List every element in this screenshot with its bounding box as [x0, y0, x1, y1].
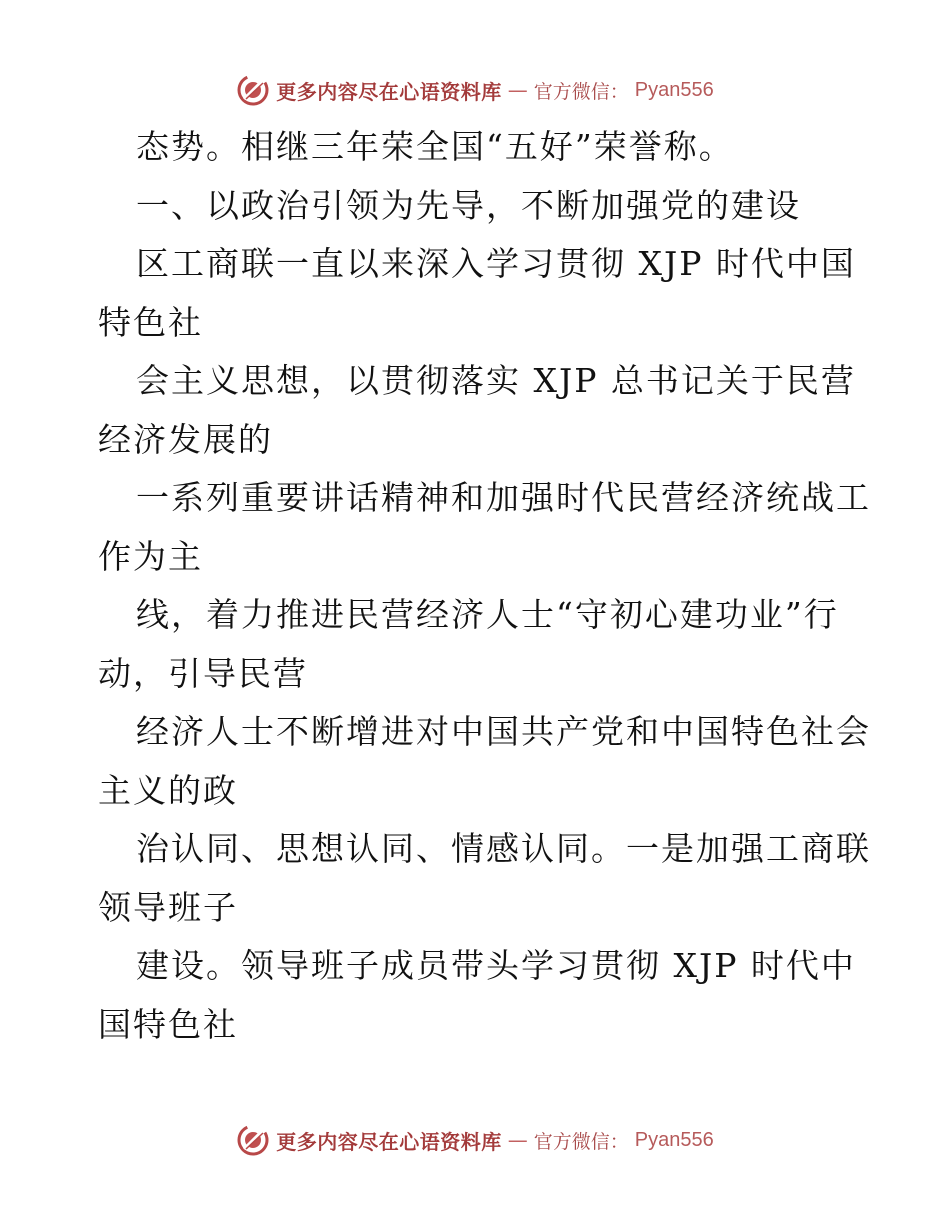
body-line: 特色社 [98, 302, 203, 342]
body-line: 领导班子 [98, 887, 238, 927]
footer-watermark [0, 1120, 950, 1160]
body-line: 态势。相继三年荣全国“五好”荣誉称。 [136, 127, 734, 166]
watermark-wechat-id: Pyan556 [634, 78, 714, 101]
body-line: 作为主 [98, 536, 203, 576]
body-line: 线，着力推进民营经济人士“守初心建功业”行 [136, 595, 839, 634]
watermark-brand: 更多内容尽在心语资料库 [276, 1129, 502, 1154]
header-watermark [0, 70, 950, 110]
watermark-label: 官方微信： [533, 80, 629, 103]
document-body [98, 118, 871, 1054]
watermark-label: 官方微信： [533, 1130, 629, 1153]
watermark-brand: 更多内容尽在心语资料库 [276, 79, 502, 104]
body-line: 区工商联一直以来深入学习贯彻 XJP 时代中国 [136, 244, 856, 283]
body-line: 主义的政 [98, 770, 238, 810]
body-line: 一、以政治引领为先导，不断加强党的建设 [136, 185, 801, 225]
logo-icon [236, 1123, 270, 1157]
watermark-dash: — [507, 1128, 528, 1152]
body-line: 经济人士不断增进对中国共产党和中国特色社会 [136, 712, 871, 751]
watermark-wechat-id: Pyan556 [634, 1128, 714, 1151]
logo-icon [236, 73, 270, 107]
body-line: 经济发展的 [98, 419, 273, 459]
body-line: 会主义思想，以贯彻落实 XJP 总书记关于民营 [136, 361, 856, 400]
body-line: 国特色社 [98, 1004, 238, 1044]
body-line: 一系列重要讲话精神和加强时代民营经济统战工 [136, 478, 871, 517]
watermark-dash: — [507, 78, 528, 102]
body-line: 建设。领导班子成员带头学习贯彻 XJP 时代中 [136, 946, 856, 985]
body-line: 动，引导民营 [98, 653, 308, 693]
body-line: 治认同、思想认同、情感认同。一是加强工商联 [136, 829, 871, 868]
